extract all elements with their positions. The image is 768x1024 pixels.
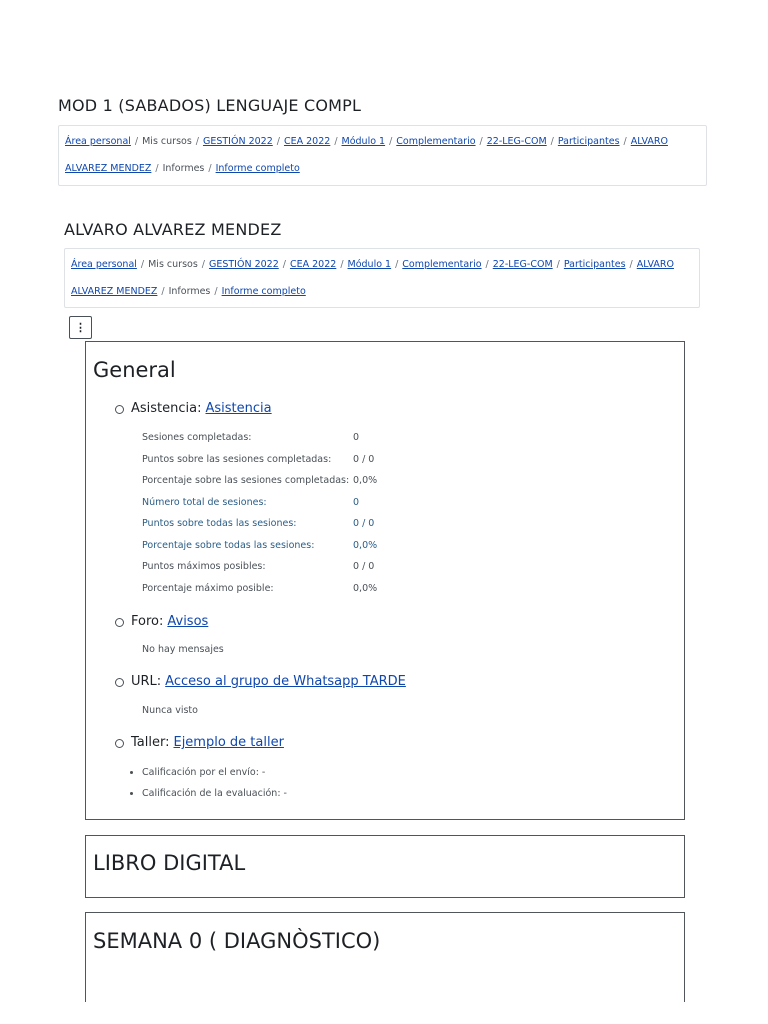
breadcrumb-item[interactable]: ALVARO ALVAREZ MENDEZ	[71, 259, 674, 297]
user-name-heading: ALVARO ALVAREZ MENDEZ	[64, 220, 282, 239]
section-semana-0	[85, 912, 685, 1002]
breadcrumb-item: Informes	[162, 163, 205, 174]
breadcrumb-separator: /	[195, 136, 199, 147]
workshop-grades-list	[130, 762, 287, 804]
activity-attendance	[115, 401, 272, 416]
stat-value: 0	[353, 496, 360, 508]
stat-value: 0 / 0	[353, 453, 375, 465]
breadcrumb-item[interactable]: Complementario	[396, 136, 476, 147]
breadcrumb-item[interactable]: Módulo 1	[341, 136, 386, 147]
stat-value: 0,0%	[353, 582, 378, 594]
page-title: MOD 1 (SABADOS) LENGUAJE COMPL	[58, 96, 362, 115]
stat-value: 0 / 0	[353, 561, 375, 573]
breadcrumb-item[interactable]: 22-LEG-COM	[486, 136, 547, 147]
table-row	[142, 578, 377, 600]
url-link[interactable]: Acceso al grupo de Whatsapp TARDE	[165, 674, 406, 689]
stat-label: Sesiones completadas:	[142, 432, 252, 444]
breadcrumb-separator: /	[155, 163, 159, 174]
breadcrumb-separator: /	[276, 136, 280, 147]
breadcrumb-item[interactable]: Informe completo	[221, 286, 306, 297]
breadcrumb-separator: /	[629, 259, 633, 270]
activity-type-label: Foro:	[131, 614, 164, 629]
breadcrumb-separator: /	[550, 136, 554, 147]
stat-value: 0	[353, 432, 360, 444]
stat-value: 0,0%	[353, 475, 378, 487]
breadcrumb-item[interactable]: ALVARO ALVAREZ MENDEZ	[65, 136, 668, 174]
breadcrumb-separator: /	[556, 259, 560, 270]
breadcrumb-separator: /	[282, 259, 286, 270]
table-row	[142, 470, 377, 492]
breadcrumb-separator: /	[140, 259, 145, 270]
url-icon	[115, 678, 124, 687]
stat-label: Puntos sobre todas las sesiones:	[142, 518, 297, 530]
table-row	[142, 492, 377, 514]
table-row	[142, 513, 377, 535]
activity-url	[115, 674, 406, 689]
attendance-stats-table	[142, 427, 377, 599]
breadcrumb-item: Mis cursos	[142, 136, 192, 147]
breadcrumb-separator: /	[479, 136, 483, 147]
breadcrumb-separator: /	[134, 136, 139, 147]
section-libro-digital	[85, 835, 685, 898]
table-row	[142, 535, 377, 557]
activity-workshop	[115, 735, 284, 750]
breadcrumb-item[interactable]: Complementario	[402, 259, 482, 270]
breadcrumb-separator: /	[623, 136, 627, 147]
activity-type-label: Asistencia:	[131, 401, 202, 416]
breadcrumb-item[interactable]: CEA 2022	[289, 259, 337, 270]
section-title: General	[93, 358, 176, 382]
breadcrumb-item: Informes	[168, 286, 211, 297]
breadcrumb-item[interactable]: CEA 2022	[283, 136, 331, 147]
table-row	[142, 427, 377, 449]
stat-label: Número total de sesiones:	[142, 496, 267, 508]
activity-type-label: Taller:	[131, 735, 170, 750]
breadcrumb-item: Mis cursos	[148, 259, 198, 270]
forum-icon	[115, 618, 124, 627]
breadcrumb-item[interactable]: Área personal	[71, 259, 137, 270]
breadcrumb-separator: /	[161, 286, 165, 297]
breadcrumb-item[interactable]: Participantes	[563, 259, 626, 270]
breadcrumb-item[interactable]: Módulo 1	[347, 259, 392, 270]
breadcrumb-separator: /	[340, 259, 344, 270]
breadcrumb-separator: /	[208, 163, 212, 174]
activity-type-label: URL:	[131, 674, 162, 689]
breadcrumb-item[interactable]: Área personal	[65, 136, 131, 147]
list-item: • Calificación de la evaluación: -	[142, 783, 287, 804]
breadcrumb-separator: /	[214, 286, 218, 297]
stat-label: Porcentaje máximo posible:	[142, 582, 274, 594]
breadcrumb-item[interactable]: GESTIÓN 2022	[202, 136, 273, 147]
attendance-icon	[115, 405, 124, 414]
stat-label: Puntos sobre las sesiones completadas:	[142, 453, 332, 465]
activity-forum	[115, 614, 208, 629]
attendance-link[interactable]: Asistencia	[205, 401, 272, 416]
list-item: • Calificación por el envío: -	[142, 762, 287, 783]
breadcrumb-item[interactable]: Participantes	[557, 136, 620, 147]
section-general	[85, 341, 685, 820]
stat-value: 0 / 0	[353, 518, 375, 530]
stat-label: Puntos máximos posibles:	[142, 561, 266, 573]
forum-status: No hay mensajes	[142, 644, 224, 655]
breadcrumb-separator: /	[334, 136, 338, 147]
workshop-icon	[115, 739, 124, 748]
stat-label: Porcentaje sobre las sesiones completadas:	[142, 475, 350, 487]
stat-value: 0,0%	[353, 539, 378, 551]
workshop-link[interactable]: Ejemplo de taller	[173, 735, 284, 750]
breadcrumb-item[interactable]: Informe completo	[215, 163, 300, 174]
breadcrumb-separator: /	[201, 259, 205, 270]
breadcrumb	[58, 125, 707, 186]
stat-label: Porcentaje sobre todas las sesiones:	[142, 539, 315, 551]
breadcrumb-item[interactable]: 22-LEG-COM	[492, 259, 553, 270]
breadcrumb-separator: /	[389, 136, 393, 147]
section-title: LIBRO DIGITAL	[93, 851, 246, 875]
actions-menu-button[interactable]: ⋮	[69, 316, 92, 339]
breadcrumb-separator: /	[485, 259, 489, 270]
forum-link[interactable]: Avisos	[167, 614, 209, 629]
breadcrumb-separator: /	[395, 259, 399, 270]
section-title: SEMANA 0 ( DIAGNÒSTICO)	[93, 929, 381, 953]
table-row	[142, 449, 377, 471]
table-row	[142, 556, 377, 578]
breadcrumb	[64, 248, 700, 308]
breadcrumb-item[interactable]: GESTIÓN 2022	[208, 259, 279, 270]
url-status: Nunca visto	[142, 705, 198, 716]
